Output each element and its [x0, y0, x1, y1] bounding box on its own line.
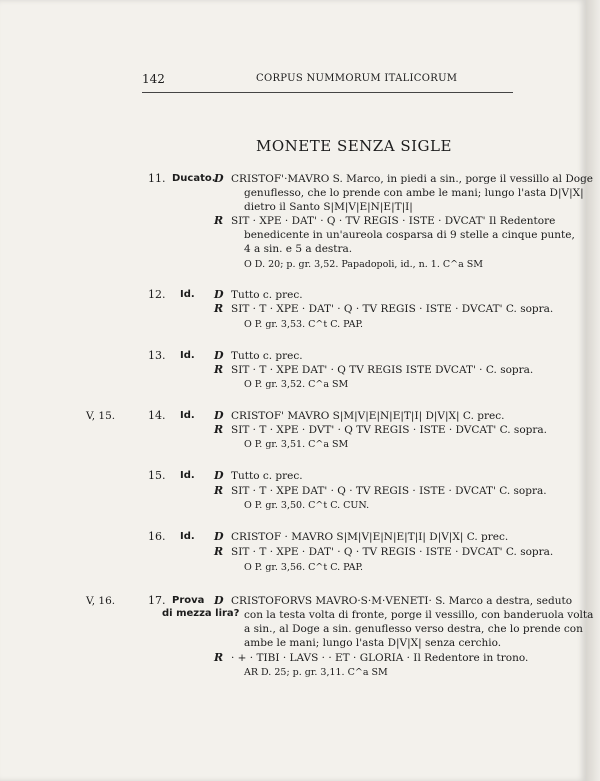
entry-number: 15. — [148, 469, 166, 482]
reverse-symbol: R — [214, 545, 224, 558]
reverse-symbol: R — [214, 423, 224, 436]
obverse-line: CRISTOF' MAVRO S|M|V|E|N|E|T|I| D|V|X| C. prec. — [231, 410, 505, 422]
obverse-line: CRISTOF · MAVRO S|M|V|E|N|E|T|I| D|V|X| C. prec. — [231, 531, 509, 543]
entry-label: Ducato. — [172, 173, 216, 184]
section-title: MONETE SENZA SIGLE — [256, 137, 452, 155]
reverse-symbol: R — [214, 363, 224, 376]
running-title: CORPUS NUMMORUM ITALICORUM — [256, 73, 458, 84]
plate-reference: V, 15. — [86, 410, 116, 422]
entry-label: Id. — [180, 289, 195, 300]
obverse-line: CRISTOF'·MAVRO S. Marco, in piedi a sin., porge il vessillo al Doge — [231, 173, 594, 185]
obverse-symbol: D — [214, 409, 224, 422]
entry-number: 16. — [148, 530, 166, 543]
reverse-line: SIT · XPE · DAT' · Q · TV REGIS · ISTE · DVCAT' Il Redentore — [231, 215, 556, 227]
obverse-line: con la testa volta di fronte, porge il vessillo, con banderuola volta — [244, 609, 594, 621]
reference-line: O P. gr. 3,51. C^a SM — [244, 439, 349, 450]
entry-label-secondary: di mezza lira? — [162, 608, 240, 619]
reverse-line: SIT · T · XPE · DAT' · Q · TV REGIS · ISTE · DVCAT' C. sopra. — [231, 303, 554, 315]
entry-number: 17. — [148, 594, 166, 607]
reverse-symbol: R — [214, 651, 224, 664]
entry-number: 12. — [148, 288, 166, 301]
entry-number: 13. — [148, 349, 166, 362]
header-rule — [142, 92, 513, 93]
obverse-symbol: D — [214, 530, 224, 543]
reverse-symbol: R — [214, 214, 224, 227]
obverse-line: a sin., al Doge a sin. genuflesso verso destra, che lo prende con — [244, 623, 583, 635]
running-header — [142, 70, 513, 90]
obverse-line: CRISTOFORVS MAVRO·S·M·VENETI· S. Marco a destra, seduto — [231, 595, 573, 607]
page-edge — [586, 0, 600, 781]
reference-line: O P. gr. 3,52. C^a SM — [244, 379, 349, 390]
plate-reference: V, 16. — [86, 595, 116, 607]
reference-line: O D. 20; p. gr. 3,52. Papadopoli, id., n. 1. C^a SM — [244, 259, 484, 270]
reference-line: O P. gr. 3,56. C^t C. PAP. — [244, 562, 364, 573]
reverse-line: · + · TIBI · LAVS · · ET · GLORIA · Il Redentore in trono. — [231, 652, 529, 664]
entry-label: Id. — [180, 470, 195, 481]
entry-label: Id. — [180, 531, 195, 542]
reverse-line: SIT · T · XPE · DVT' · Q TV REGIS · ISTE · DVCAT' C. sopra. — [231, 424, 547, 436]
reference-line: O P. gr. 3,53. C^t C. PAP. — [244, 319, 364, 330]
page-number: 142 — [142, 72, 165, 86]
reverse-symbol: R — [214, 484, 224, 497]
obverse-symbol: D — [214, 172, 224, 185]
obverse-symbol: D — [214, 288, 224, 301]
reverse-line: SIT · T · XPE DAT' · Q · TV REGIS · ISTE · DVCAT' C. sopra. — [231, 485, 547, 497]
obverse-symbol: D — [214, 469, 224, 482]
reference-line: O P. gr. 3,50. C^t C. CUN. — [244, 500, 370, 511]
reference-line: AR D. 25; p. gr. 3,11. C^a SM — [244, 667, 388, 678]
obverse-line: dietro il Santo S|M|V|E|N|E|T|I| — [244, 201, 413, 213]
entry-label: Prova — [172, 595, 205, 606]
entry-label: Id. — [180, 350, 195, 361]
obverse-line: genuflesso, che lo prende con ambe le mani; lungo l'asta D|V|X| — [244, 187, 584, 199]
reverse-line: SIT · T · XPE DAT' · Q TV REGIS ISTE DVCAT' · C. sopra. — [231, 364, 534, 376]
reverse-symbol: R — [214, 302, 224, 315]
entry-number: 11. — [148, 172, 166, 185]
reverse-line: benedicente in un'aureola cosparsa di 9 stelle a cinque punte, — [244, 229, 575, 241]
reverse-line: SIT · T · XPE · DAT' · Q · TV REGIS · ISTE · DVCAT' C. sopra. — [231, 546, 554, 558]
obverse-line: ambe le mani; lungo l'asta D|V|X| senza cerchio. — [244, 637, 502, 649]
reverse-line: 4 a sin. e 5 a destra. — [244, 243, 353, 255]
entry-number: 14. — [148, 409, 166, 422]
obverse-line: Tutto c. prec. — [231, 350, 303, 362]
obverse-symbol: D — [214, 349, 224, 362]
obverse-line: Tutto c. prec. — [231, 470, 303, 482]
entry-label: Id. — [180, 410, 195, 421]
obverse-line: Tutto c. prec. — [231, 289, 303, 301]
obverse-symbol: D — [214, 594, 224, 607]
